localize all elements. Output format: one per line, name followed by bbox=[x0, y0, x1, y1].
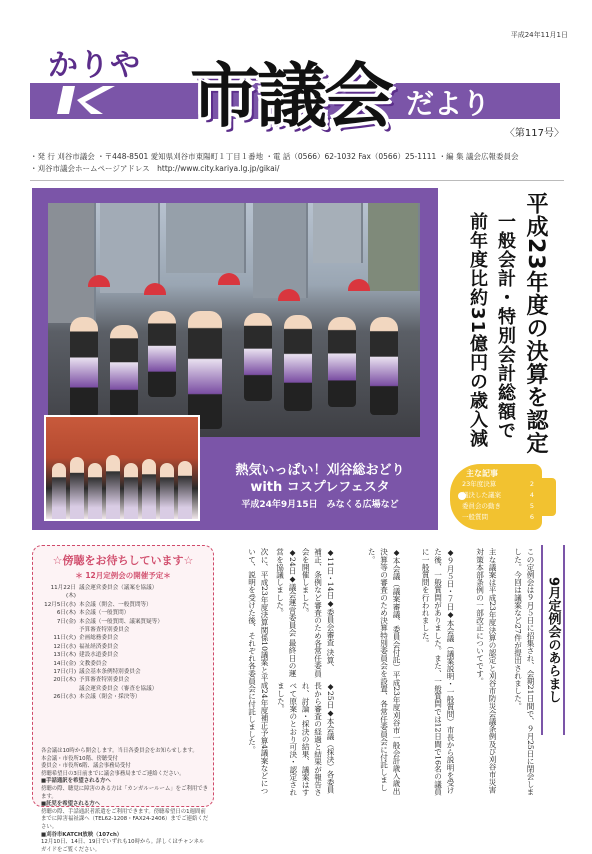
main-article-item[interactable]: 一般質問 6 bbox=[462, 513, 534, 521]
schedule-note: 傍聴希望日の3日前までに議会事務局までご連絡ください。 bbox=[41, 770, 185, 777]
article-column: 次に、平成23年度決算関係10議案と平成24年度補正予算4議案などについて、説明を受けた後、それぞれ各委員会に付託しました。 bbox=[247, 548, 269, 795]
article-column: ◆25日◆本会議（採決）各委員長から審査の経過と結果が報告され、討論・採決の結果、議案はすべて原案のとおり可決・認定されました。 bbox=[276, 682, 335, 796]
issue-number: 〈第117号〉 bbox=[504, 128, 564, 139]
schedule-title: ☆傍聴をお待ちしています☆ bbox=[52, 554, 194, 567]
main-articles-title: 主な記事 bbox=[466, 469, 498, 478]
schedule-item: 11日(火) 企画総務委員会 bbox=[53, 635, 119, 642]
katch-heading: ■刈谷市KATCH放映（107ch） bbox=[41, 831, 123, 838]
katch-text: 12月10日、14日、19日でいずれも10時から。詳しくはチャンネルガイドをご覧ください。 bbox=[41, 839, 205, 853]
divider bbox=[30, 180, 564, 181]
section-title: 9月定例会のあらまし bbox=[541, 545, 565, 735]
masthead-dayori: だより bbox=[406, 87, 491, 120]
issue-date: 平成24年11月1日 bbox=[510, 31, 568, 39]
schedule-item: 20日(木) 予算審査特別委員会 bbox=[53, 677, 130, 684]
article-column: ◆24日◆議会運営委員会 最終日の運営を協議しました。 bbox=[275, 548, 297, 677]
schedule-subtitle: ＊ 12月定例会の開催予定＊ bbox=[75, 571, 171, 580]
main-articles-tag bbox=[450, 464, 558, 530]
hearing-text: 傍聴の際、聴覚に障害のある方は「カンガルールーム」をご利用できます。 bbox=[41, 785, 209, 800]
schedule-item: 7日(金) 本会議（一般質問、議案質疑等） bbox=[56, 618, 163, 625]
article-column: ◆９月５日・７日◆本会議（議案説明・一般質問）市長から説明を受けた後、一般質問がありました。また、一般質問では12日間で16名の議員に一般質問を行われました。 bbox=[421, 548, 455, 796]
article-column: ◆本会議（議案審議、委員会付託）平成23年度刈谷市一般会計歳入歳出決算等の審査のため決算特別委員会を設置、各常任委員会に付託しました。 bbox=[367, 548, 401, 795]
article-column: この定例会は９月５日に招集され、会期21日間で、９月25日に閉会しました。今回は議案など27件が提出されました。 bbox=[513, 548, 535, 796]
schedule-item: 14日(金) 文教委員会 bbox=[53, 660, 107, 667]
masthead-title: 市議会 bbox=[190, 55, 391, 137]
schedule-item: 予算審査特別委員会 bbox=[79, 627, 130, 634]
hearing-heading: ■手話通訳を希望される方へ bbox=[41, 778, 111, 785]
schedule-note: 本会議・市役所10階、傍聴受付 bbox=[41, 755, 118, 762]
masthead-kariya: かりや bbox=[48, 48, 141, 83]
schedule-item: 26日(水) 本会議（閉会・採決等） bbox=[53, 694, 141, 701]
childcare-text: 傍聴の際、手話通訳者派遣をご利用できます。傍聴希望日の1週間前までに障害福祉課へ（TEL62-1208・FAX24-2406）までご連絡ください。 bbox=[41, 808, 209, 830]
main-articles-list bbox=[462, 479, 534, 523]
schedule-note: 委員会・市役所6階、議会事務局受付 bbox=[41, 763, 131, 770]
main-article-item[interactable]: 委員会の動き 5 bbox=[462, 502, 534, 510]
photo-caption-line2: with コスプレフェスタ bbox=[250, 480, 390, 495]
photo-caption-title bbox=[215, 462, 425, 496]
publication-info-line1: ・発 行 刈谷市議会 ・〒448-8501 愛知県刈谷市東陽町１丁目１番地 ・電 話（0566）62-1032 Fax（0566）25-1111 ・編 集 議会広報委員会 bbox=[30, 152, 519, 161]
photo-caption-date: 平成24年9月15日 みなくる広場など bbox=[241, 500, 399, 510]
publication-info-line2: ・刈谷市議会ホームページアドレス http://www.city.kariya.lg.jp/gikai/ bbox=[30, 164, 280, 173]
headline-sub1: 一般会計・特別会計総額で bbox=[495, 212, 516, 440]
schedule-item: 17日(月) 議会基本条例特別委員会 bbox=[53, 669, 141, 676]
schedule-item: 議会運営委員会（審査を協議） bbox=[79, 685, 158, 692]
cosplay-inset-photo bbox=[44, 415, 200, 521]
schedule-item: 13日(木) 建設水道委員会 bbox=[53, 652, 119, 659]
article-column: ◆11日・14日◆委員会審査 決算、補正、条例など審査のため各常任委員会を開催しました。 bbox=[301, 548, 335, 678]
headline-main: 平成23年度の決算を認定 bbox=[523, 192, 548, 455]
schedule-list bbox=[43, 584, 163, 702]
schedule-notes bbox=[41, 748, 209, 854]
photo-caption-line1: 熱気いっぱい！刈谷総おどり bbox=[235, 463, 405, 478]
main-article-item[interactable]: 議決した議案 4 bbox=[462, 491, 534, 499]
kariya-logo-icon bbox=[55, 84, 117, 116]
festival-photo bbox=[48, 203, 420, 437]
childcare-heading: ■託児を希望される方へ bbox=[41, 801, 100, 808]
schedule-item: 11月22日(木) 議会運営委員会（議案を協議） bbox=[50, 585, 158, 600]
schedule-item: 12月5日(水) 本会議（開会、一般質問等） bbox=[44, 601, 152, 608]
schedule-item: 12日(水) 福祉経済委員会 bbox=[53, 643, 119, 650]
main-article-item[interactable]: 23年度決算 2 bbox=[462, 480, 534, 488]
schedule-item: 6日(木) 本会議（一般質問） bbox=[56, 610, 130, 617]
schedule-box bbox=[32, 545, 214, 853]
schedule-note: 各会議は10時から開会します。当日各委員会をお知らせします。 bbox=[41, 748, 198, 754]
publication-info bbox=[30, 151, 570, 175]
article-column: 主な議案は平成23年度決算の認定と刈谷市防災会議条例及び刈谷市災害対策本部条例の一部改正についてです。 bbox=[475, 548, 497, 794]
headline-sub2: 前年度比約31億円の歳入減 bbox=[467, 212, 488, 449]
